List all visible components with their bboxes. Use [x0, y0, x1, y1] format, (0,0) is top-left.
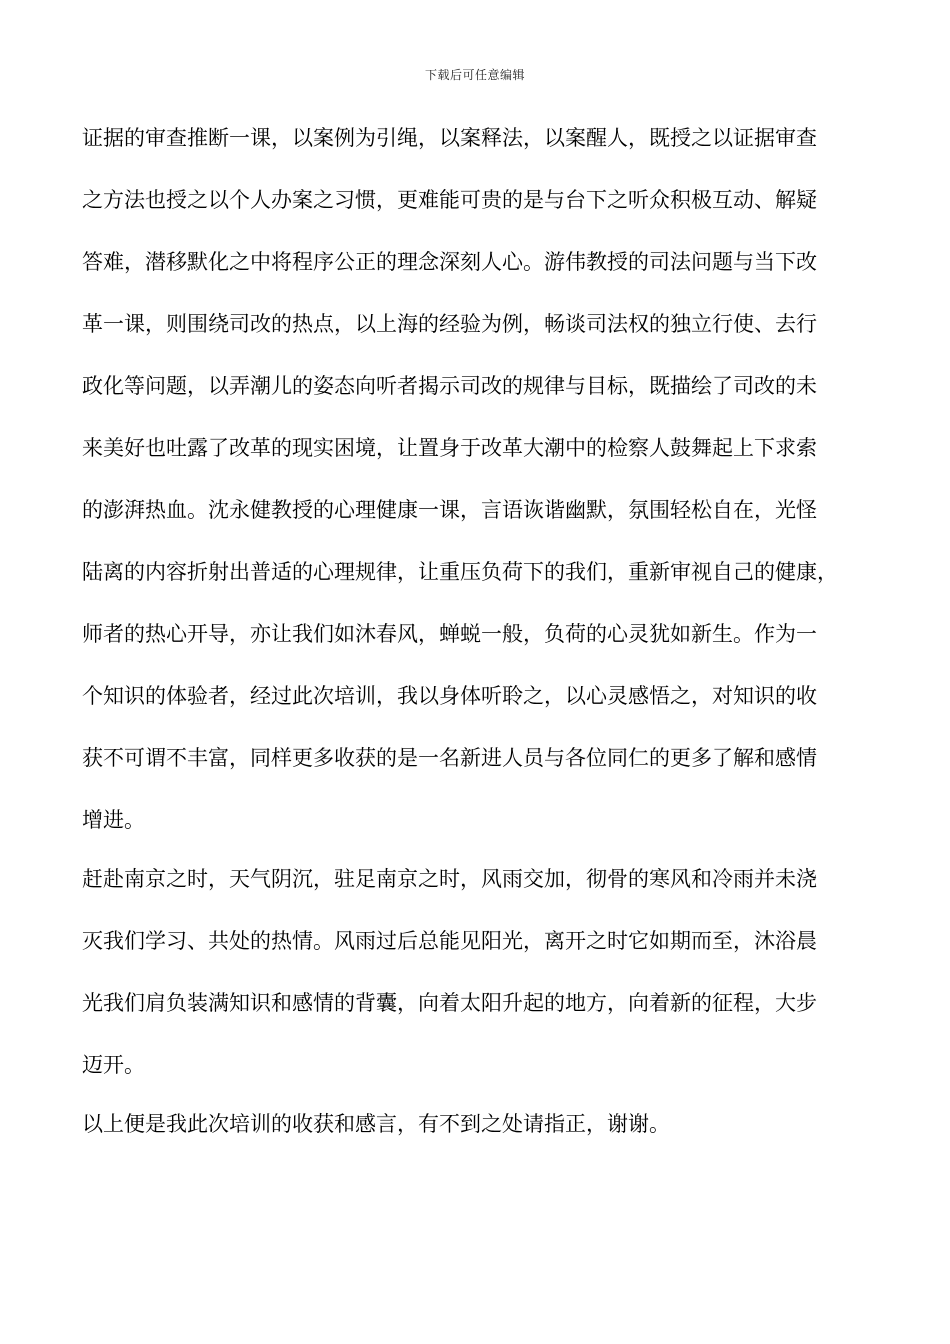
text-line: 的澎湃热血。沈永健教授的心理健康一课，言语诙谐幽默，氛围轻松自在，光怪: [82, 498, 817, 522]
text-line: 灭我们学习、共处的热情。风雨过后总能见阳光，离开之时它如期而至，沐浴晨: [82, 929, 817, 953]
text-line: 光我们肩负装满知识和感情的背囊，向着太阳升起的地方，向着新的征程，大步: [82, 991, 817, 1015]
text-line: 师者的热心开导，亦让我们如沐春风，蝉蜕一般，负荷的心灵犹如新生。作为一: [82, 622, 817, 646]
text-line: 证据的审查推断一课，以案例为引绳，以案释法，以案醒人，既授之以证据审查: [82, 126, 817, 150]
header-note: 下载后可任意编辑: [424, 68, 525, 82]
text-line: 获不可谓不丰富，同样更多收获的是一名新进人员与各位同仁的更多了解和感情: [82, 746, 817, 770]
text-line: 陆离的内容折射出普适的心理规律，让重压负荷下的我们，重新审视自己的健康，: [82, 560, 838, 584]
text-line: 以上便是我此次培训的收获和感言，有不到之处请指正，谢谢。: [82, 1112, 670, 1136]
text-line: 答难，潜移默化之中将程序公正的理念深刻人心。游伟教授的司法问题与当下改: [82, 250, 817, 274]
text-line: 革一课，则围绕司改的热点，以上海的经验为例，畅谈司法权的独立行使、去行: [82, 312, 817, 336]
text-line: 政化等问题，以弄潮儿的姿态向听者揭示司改的规律与目标，既描绘了司改的未: [82, 374, 817, 398]
text-line: 个知识的体验者，经过此次培训，我以身体听聆之，以心灵感悟之，对知识的收: [82, 684, 817, 708]
text-line: 迈开。: [82, 1053, 145, 1077]
text-line: 增进。: [82, 808, 145, 832]
text-line: 之方法也授之以个人办案之习惯，更难能可贵的是与台下之听众积极互动、解疑: [82, 188, 817, 212]
text-line: 来美好也吐露了改革的现实困境，让置身于改革大潮中的检察人鼓舞起上下求索: [82, 436, 817, 460]
text-line: 赶赴南京之时，天气阴沉，驻足南京之时，风雨交加，彻骨的寒风和冷雨并未浇: [82, 867, 817, 891]
